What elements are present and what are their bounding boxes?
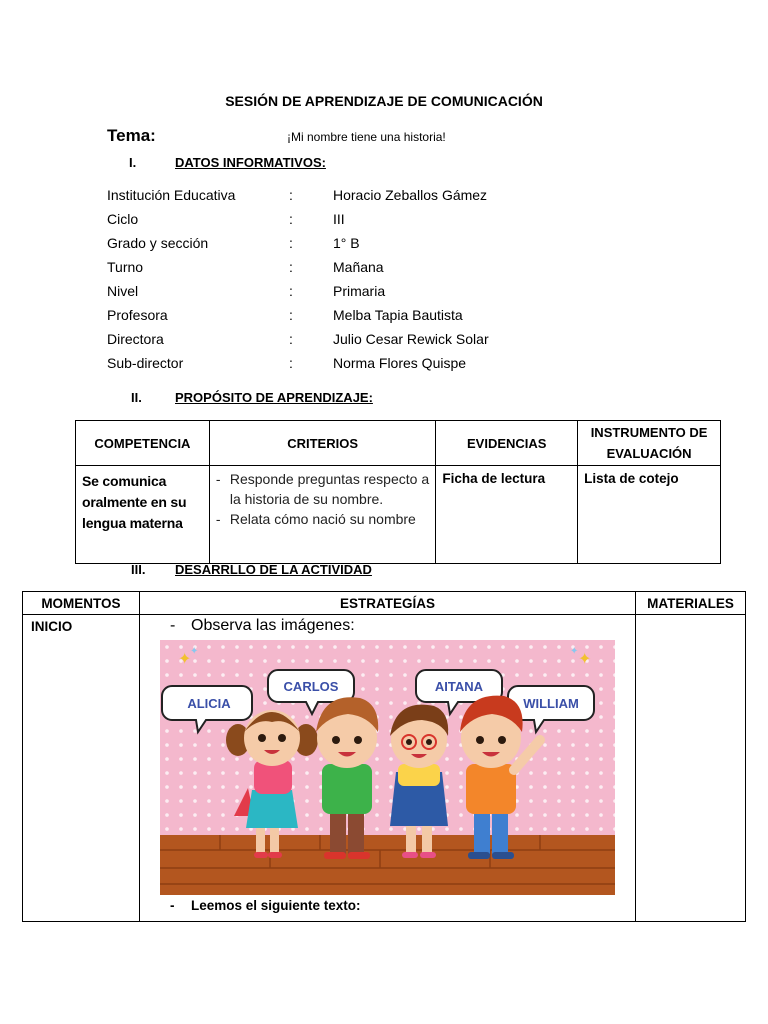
sparkle-icon: ✦ — [178, 649, 192, 668]
info-separator: : — [289, 283, 293, 299]
header-estrategias: ESTRATEGÍAS — [139, 592, 635, 615]
criterio-text: Relata cómo nació su nombre — [229, 511, 416, 527]
header-criterios: CRITERIOS — [209, 421, 436, 466]
materials-cell — [636, 615, 746, 922]
bullet-dash: - — [170, 898, 175, 913]
sparkle-icon: ✦ — [570, 646, 579, 657]
info-value: 1° B — [333, 235, 360, 251]
section-3-title: DESARRLLO DE LA ACTIVIDAD — [175, 562, 372, 577]
header-momentos: MOMENTOS — [23, 592, 140, 615]
sparkle-icon: ✦ — [578, 649, 592, 668]
info-row — [107, 355, 627, 379]
info-value: Primaria — [333, 283, 386, 299]
info-label: Ciclo — [107, 211, 139, 227]
section-3-number: III. — [131, 562, 146, 577]
strategy-leemos-text: Leemos el siguiente texto: — [191, 898, 361, 913]
evidencias-cell: Ficha de lectura — [436, 466, 578, 564]
info-separator: : — [289, 331, 293, 347]
instrumento-cell: Lista de cotejo — [578, 466, 721, 564]
info-separator: : — [289, 187, 293, 203]
info-row — [107, 307, 627, 331]
competencia-cell — [76, 466, 210, 564]
section-2-title: PROPÓSITO DE APRENDIZAJE: — [175, 390, 373, 405]
criterios-cell — [209, 466, 436, 564]
info-separator: : — [289, 235, 293, 251]
info-label: Grado y sección — [107, 235, 209, 251]
info-label: Institución Educativa — [107, 187, 236, 203]
info-separator: : — [289, 307, 293, 323]
bubble-name-william: WILLIAM — [523, 696, 579, 711]
section-2-number: II. — [131, 390, 142, 405]
criterio-text: Responde preguntas respecto a la historia de su nombre. — [229, 471, 430, 507]
wooden-floor — [160, 835, 615, 895]
info-row — [107, 235, 627, 259]
criterio-item — [216, 509, 432, 529]
document-title: SESIÓN DE APRENDIZAJE DE COMUNICACIÓN — [225, 93, 543, 109]
criterio-item — [216, 469, 432, 509]
info-label: Sub-director — [107, 355, 184, 371]
sparkle-icon: ✦ — [190, 646, 199, 657]
section-1-number: I. — [129, 155, 137, 170]
header-instrumento: INSTRUMENTO DE EVALUACIÓN — [578, 421, 721, 466]
info-row — [107, 283, 627, 307]
header-materiales: MATERIALES — [636, 592, 746, 615]
info-value: III — [333, 211, 345, 227]
competencia-line: oralmente en su — [82, 494, 187, 510]
strategy-observa-text: Observa las imágenes: — [191, 617, 355, 634]
info-label: Directora — [107, 331, 164, 347]
header-competencia: COMPETENCIA — [76, 421, 210, 466]
info-label: Profesora — [107, 307, 168, 323]
tema-value: ¡Mi nombre tiene una historia! — [287, 130, 446, 144]
info-row — [107, 331, 627, 355]
info-value: Melba Tapia Bautista — [333, 307, 463, 323]
info-separator: : — [289, 355, 293, 371]
bubble-name-alicia: ALICIA — [187, 696, 231, 711]
bubble-name-carlos: CARLOS — [283, 679, 339, 694]
competencia-line: Se comunica — [82, 473, 167, 489]
bullet-dash: - — [170, 617, 176, 634]
header-evidencias: EVIDENCIAS — [436, 421, 578, 466]
info-value: Horacio Zeballos Gámez — [333, 187, 488, 203]
info-value: Julio Cesar Rewick Solar — [333, 331, 489, 347]
info-label: Turno — [107, 259, 144, 275]
info-label: Nivel — [107, 283, 139, 299]
info-row — [107, 259, 627, 283]
info-row — [107, 211, 627, 235]
bubble-name-aitana: AITANA — [434, 679, 484, 694]
purpose-table — [75, 420, 721, 564]
tema-label: Tema: — [107, 126, 156, 145]
info-value: Norma Flores Quispe — [333, 355, 467, 371]
moment-inicio: INICIO — [23, 615, 140, 922]
info-separator: : — [289, 259, 293, 275]
competencia-line: lengua materna — [82, 515, 183, 531]
info-value: Mañana — [333, 259, 384, 275]
children-illustration — [160, 640, 615, 895]
bullet-dash: - — [215, 471, 221, 487]
info-row — [107, 187, 627, 211]
info-separator: : — [289, 211, 293, 227]
bullet-dash: - — [215, 511, 221, 527]
section-1-title: DATOS INFORMATIVOS: — [175, 155, 326, 170]
